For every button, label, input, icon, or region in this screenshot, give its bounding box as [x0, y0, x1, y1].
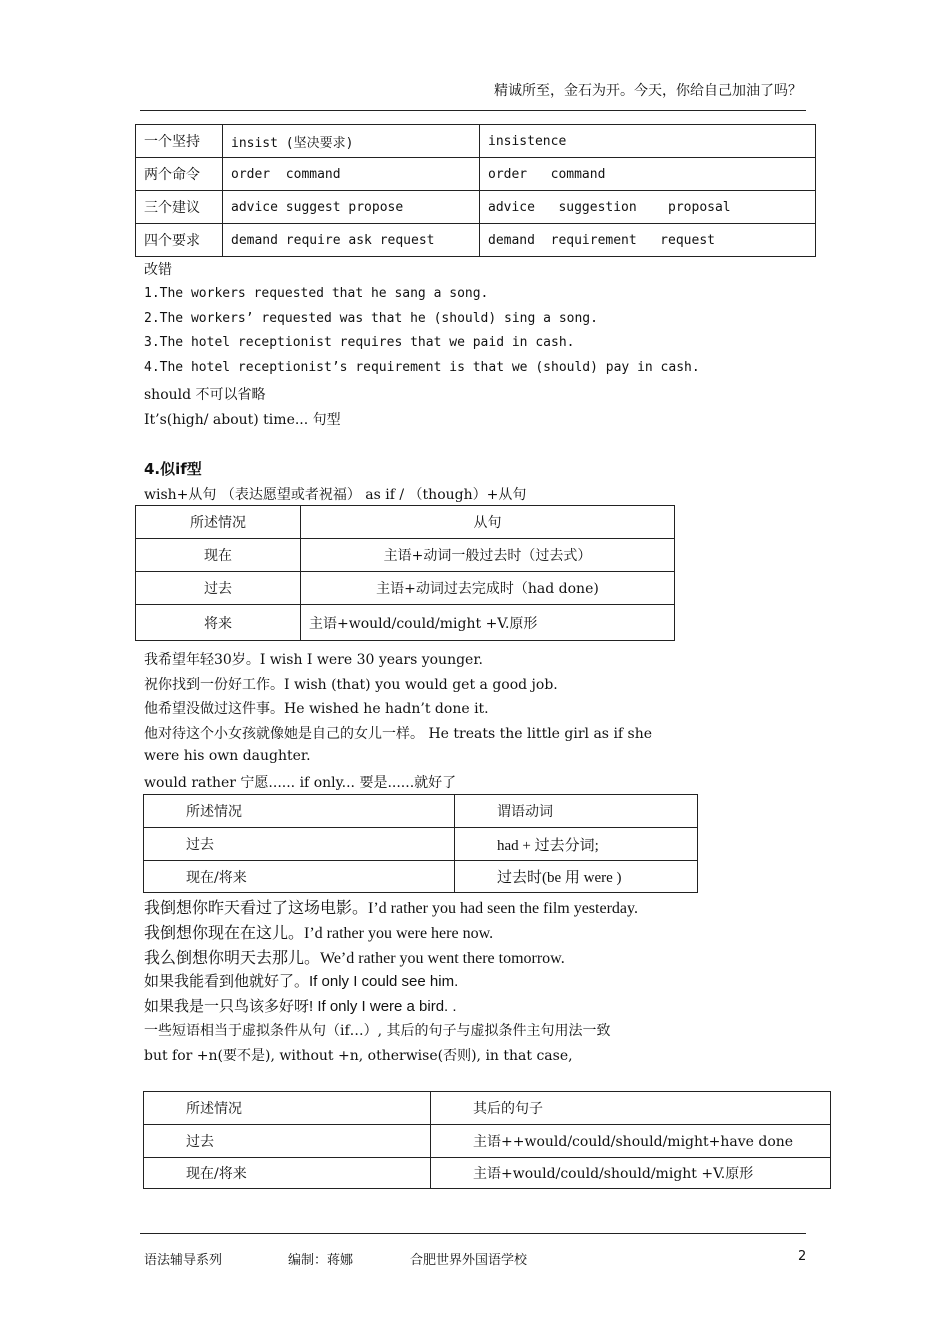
section-intro: wish+从句 （表达愿望或者祝福） as if / （though）+从句 [144, 487, 527, 503]
table-cell: 现在 [136, 539, 301, 572]
table-header-cell: 从句 [301, 506, 675, 539]
table-cell: 现在/将来 [144, 861, 455, 893]
correction-title: 改错 [144, 262, 172, 278]
correction-item: 2.The workers’ requested was that he (should) sing a song. [144, 311, 598, 326]
table-cell: demand requirement request [480, 224, 816, 257]
page-number: 2 [798, 1249, 807, 1264]
table-row [144, 828, 698, 861]
table-row [144, 1092, 831, 1125]
table-cell: 主语+动词过去完成时（had done) [301, 572, 675, 605]
table-cell: 主语++would/could/should/might+have done [431, 1125, 831, 1158]
table-cell: advice suggest propose [223, 191, 480, 224]
table-cell: 过去 [136, 572, 301, 605]
table-cell: 将来 [136, 605, 301, 641]
correction-item: 4.The hotel receptionist’s requirement is that we (should) pay in cash. [144, 360, 700, 375]
table-row [144, 1125, 831, 1158]
table-row [136, 125, 816, 158]
table-cell: insistence [480, 125, 816, 158]
footer-school: 合肥世界外国语学校 [410, 1253, 528, 1268]
table-header-cell: 其后的句子 [431, 1092, 831, 1125]
example-line: were his own daughter. [144, 748, 311, 764]
table-cell: 三个建议 [136, 191, 223, 224]
example-line: 他对待这个小女孩就像她是自己的女儿一样。 He treats the little girl as if she [144, 726, 653, 742]
table-cell: 主语+动词一般过去时（过去式） [301, 539, 675, 572]
footer-rule [140, 1233, 806, 1234]
table-row [136, 539, 675, 572]
table-cell: order command [480, 158, 816, 191]
example-line: 我么倒想你明天去那儿。We’d rather you went there tomorrow. [144, 950, 565, 967]
section-title: 4.似if型 [144, 460, 202, 478]
correction-pattern: It’s(high/ about) time... 句型 [144, 412, 341, 428]
table-cell: 过去时(be 用 were ) [455, 861, 698, 893]
table-header-cell: 谓语动词 [455, 795, 698, 828]
header-rule [140, 110, 806, 111]
table-cell: 过去 [144, 1125, 431, 1158]
table-row [144, 795, 698, 828]
example-line: 如果我是一只鸟该多好呀! If only I were a bird. . [144, 998, 457, 1015]
correction-item: 3.The hotel receptionist requires that we paid in cash. [144, 335, 575, 350]
verb-noun-table [135, 124, 816, 257]
phrases-line: but for +n(要不是), without +n, otherwise(否则), in that case, [144, 1048, 573, 1064]
table-cell: 两个命令 [136, 158, 223, 191]
would-rather-table [143, 794, 698, 893]
example-line: would rather 宁愿...... if only... 要是......就好了 [144, 775, 457, 791]
table-header-cell: 所述情况 [144, 795, 455, 828]
table-row [136, 572, 675, 605]
table-row [144, 861, 698, 893]
example-line: 祝你找到一份好工作。I wish (that) you would get a good job. [144, 677, 558, 693]
table-cell: 主语+would/could/might +V.原形 [301, 605, 675, 641]
table-cell: had + 过去分词; [455, 828, 698, 861]
example-line: 如果我能看到他就好了。If only I could see him. [144, 973, 459, 990]
example-line: 我倒想你现在在这儿。I’d rather you were here now. [144, 925, 494, 942]
correction-item: 1.The workers requested that he sang a song. [144, 286, 489, 301]
table-row [136, 506, 675, 539]
table-cell: 四个要求 [136, 224, 223, 257]
table-cell: 现在/将来 [144, 1158, 431, 1189]
table-header-cell: 所述情况 [136, 506, 301, 539]
phrases-line: 一些短语相当于虚拟条件从句（if…）, 其后的句子与虚拟条件主句用法一致 [144, 1023, 611, 1039]
wish-clause-table [135, 505, 675, 641]
footer-editor: 编制：蒋娜 [288, 1253, 354, 1268]
table-cell: 主语+would/could/should/might +V.原形 [431, 1158, 831, 1189]
table-row [136, 158, 816, 191]
correction-note: should 不可以省略 [144, 387, 266, 403]
header-motto: 精诚所至，金石为开。今天，你给自己加油了吗？ [494, 83, 802, 99]
table-cell: demand require ask request [223, 224, 480, 257]
example-line: 我希望年轻30岁。I wish I were 30 years younger. [144, 652, 483, 668]
table-row [136, 224, 816, 257]
table-cell: 过去 [144, 828, 455, 861]
table-row [136, 191, 816, 224]
footer-series: 语法辅导系列 [144, 1253, 223, 1268]
phrases-table [143, 1091, 831, 1189]
example-line: 我倒想你昨天看过了这场电影。I’d rather you had seen the film yesterday. [144, 900, 638, 917]
table-cell: 一个坚持 [136, 125, 223, 158]
table-header-cell: 所述情况 [144, 1092, 431, 1125]
table-cell: order command [223, 158, 480, 191]
table-cell: insist (坚决要求) [223, 125, 480, 158]
table-row [144, 1158, 831, 1189]
table-cell: advice suggestion proposal [480, 191, 816, 224]
table-row [136, 605, 675, 641]
example-line: 他希望没做过这件事。He wished he hadn’t done it. [144, 701, 489, 717]
